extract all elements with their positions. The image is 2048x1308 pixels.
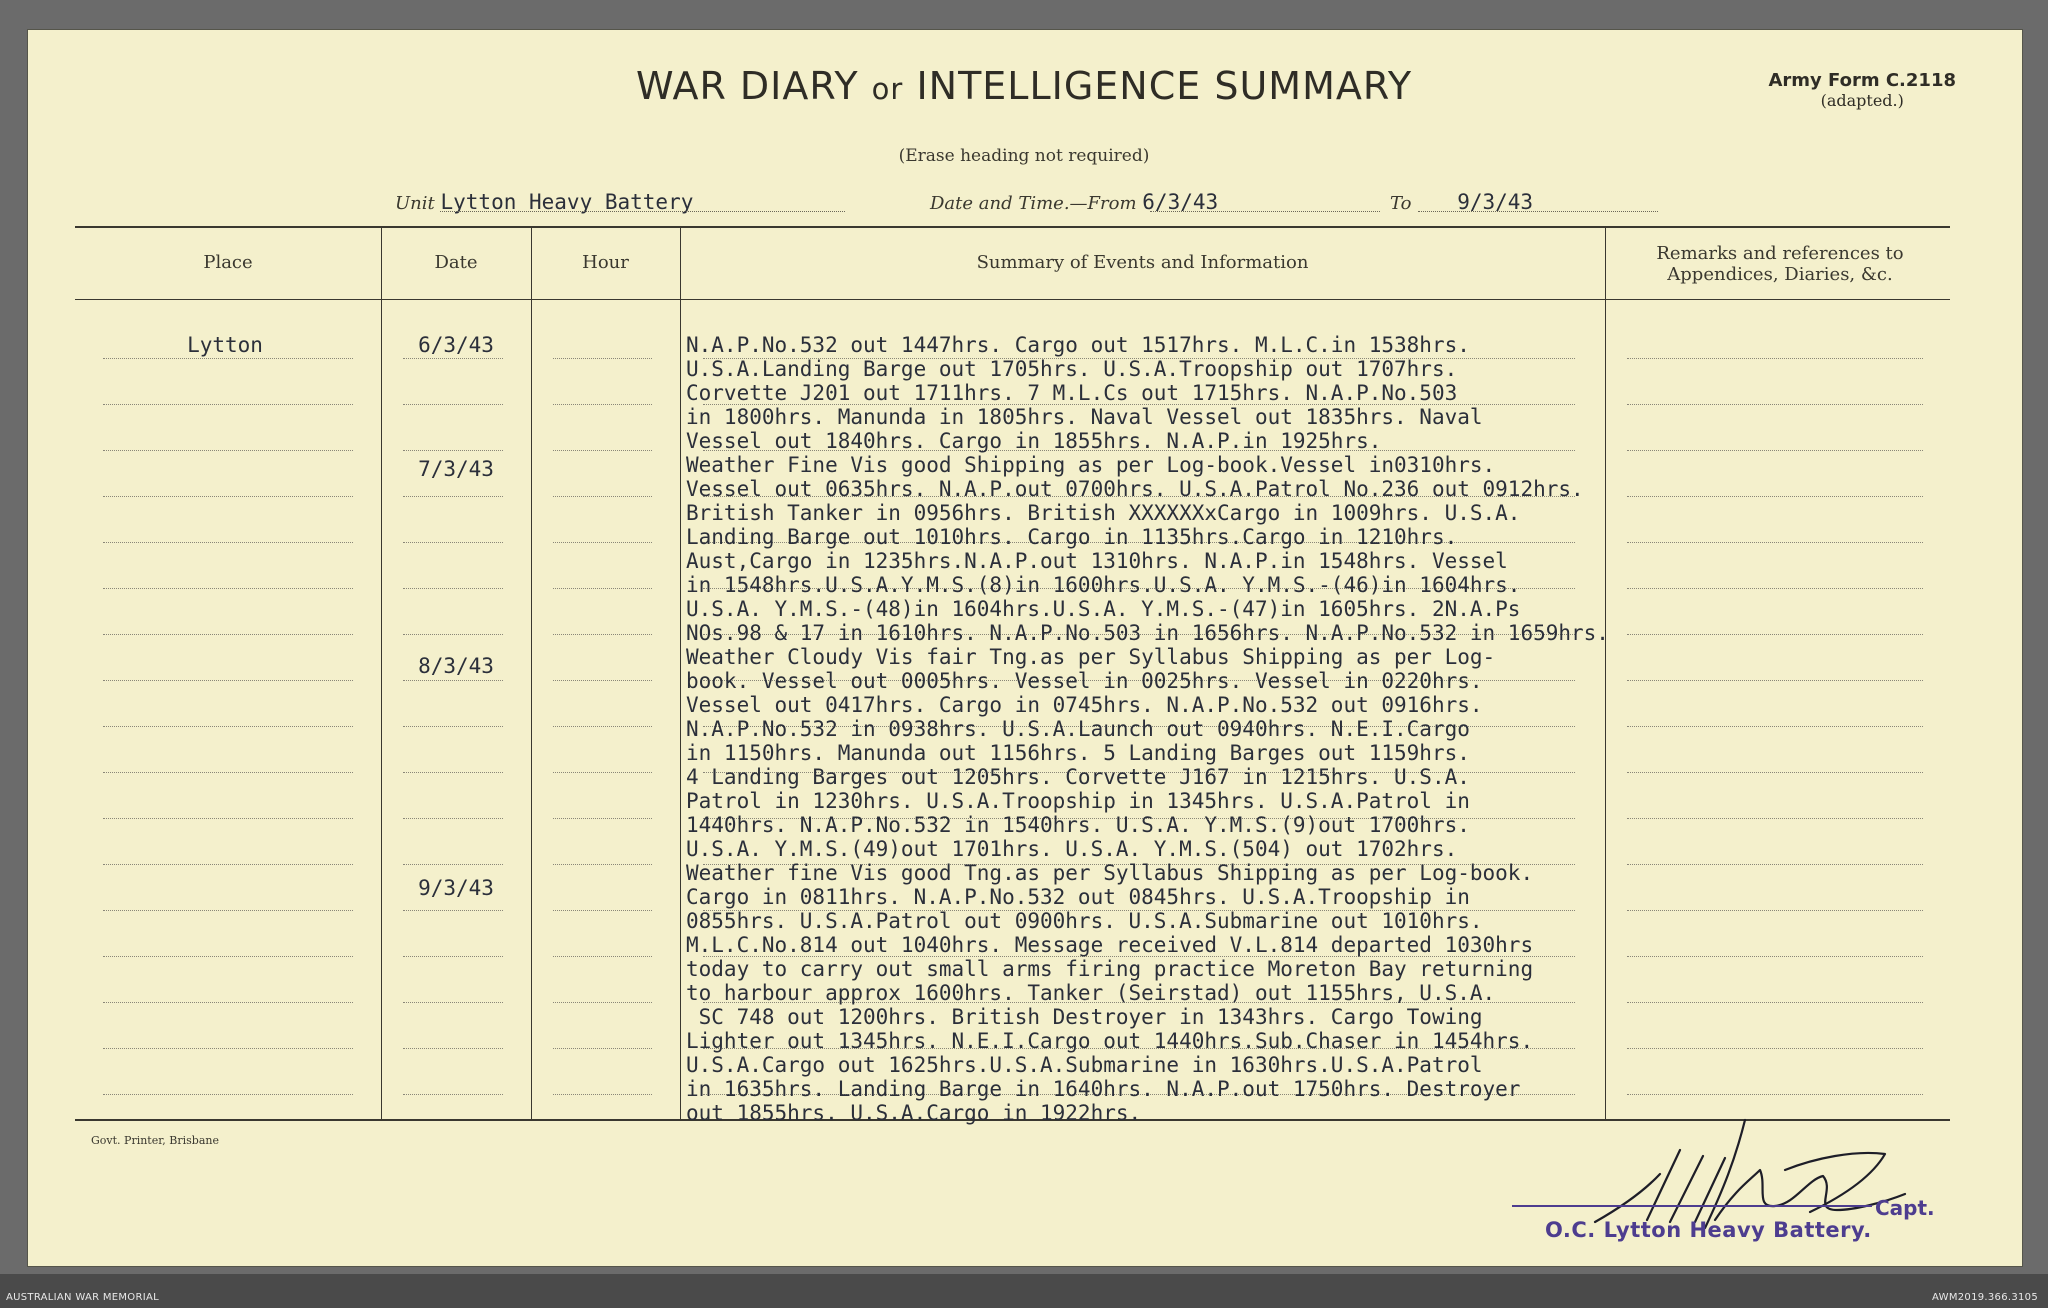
ruled-dotted-line: [403, 910, 503, 911]
ruled-dotted-line: [553, 496, 652, 497]
ruled-dotted-line: [553, 680, 652, 681]
ruled-dotted-line: [103, 726, 353, 727]
ruled-dotted-line: [103, 1048, 353, 1049]
ruled-dotted-line: [103, 358, 353, 359]
date-to-label: To: [1390, 193, 1412, 214]
table-header-rule: [75, 299, 1950, 300]
ruled-dotted-line: [553, 1094, 652, 1095]
entry-date-2: 7/3/43: [418, 457, 494, 481]
ruled-dotted-line: [103, 818, 353, 819]
ruled-dotted-line: [103, 634, 353, 635]
archive-reference: AWM2019.366.3105: [1932, 1292, 2038, 1303]
date-to-value: 9/3/43: [1457, 190, 1534, 214]
ruled-dotted-line: [403, 496, 503, 497]
ruled-dotted-line: [553, 726, 652, 727]
ruled-dotted-line: [403, 358, 503, 359]
ruled-dotted-line: [553, 772, 652, 773]
ruled-dotted-line: [103, 864, 353, 865]
ruled-dotted-line: [103, 772, 353, 773]
ruled-dotted-line: [403, 956, 503, 957]
date-to-underline: [1418, 211, 1658, 212]
entry-date-1: 6/3/43: [418, 333, 494, 357]
ruled-dotted-line: [403, 1094, 503, 1095]
title-or: or: [871, 72, 904, 106]
col-header-place: Place: [203, 252, 253, 273]
unit-value: Lytton Heavy Battery: [440, 190, 694, 214]
form-title: [0, 64, 2048, 108]
ruled-dotted-line: [103, 542, 353, 543]
ruled-dotted-line: [403, 818, 503, 819]
ruled-dotted-line: [403, 404, 503, 405]
ruled-dotted-line: [103, 956, 353, 957]
entry-date-4: 9/3/43: [418, 876, 494, 900]
ruled-dotted-line: [553, 956, 652, 957]
ruled-dotted-line: [553, 818, 652, 819]
ruled-dotted-line: [553, 910, 652, 911]
ruled-dotted-line: [403, 450, 503, 451]
army-form-number: Army Form C.2118: [1768, 70, 1956, 91]
stamp-unit: O.C. Lytton Heavy Battery.: [1545, 1218, 1872, 1242]
col-header-date: Date: [434, 252, 478, 273]
col-header-summary: Summary of Events and Information: [976, 252, 1309, 273]
unit-label: Unit: [395, 193, 435, 214]
archive-credit: AUSTRALIAN WAR MEMORIAL: [6, 1292, 159, 1303]
ruled-dotted-line: [103, 404, 353, 405]
summary-text: N.A.P.No.532 out 1447hrs. Cargo out 1517hrs. M.L.C.in 1538hrs. U.S.A.Landing Barge out 1705hrs. U.S.A.Troopship out 1707hrs. Corvette J201 out 1711hrs. 7 M.L.Cs out 1715hrs. N.A.P.No.503 in 1800hrs. Manunda in 1805hrs. Naval Vessel out 1835hrs. Naval Vessel out 1840hrs. Cargo in 1855hrs. N.A.P.in 1925hrs. Weather Fine Vis good Shipping as per Log-book.Vessel in0310hrs. Vessel out 0635hrs. N.A.P.out 0700hrs. U.S.A.Patrol No.236 out 0912hrs. British Tanker in 0956hrs. British XXXXXXxCargo in 1009hrs. U.S.A. Landing Barge out 1010hrs. Cargo in 1135hrs.Cargo in 1210hrs. Aust,Cargo in 1235hrs.N.A.P.out 1310hrs. N.A.P.in 1548hrs. Vessel in 1548hrs.U.S.A.Y.M.S.(8)in 1600hrs.U.S.A. Y.M.S.-(46)in 1604hrs. U.S.A. Y.M.S.-(48)in 1604hrs.U.S.A. Y.M.S.-(47)in 1605hrs. 2N.A.Ps NOs.98 & 17 in 1610hrs. N.A.P.No.503 in 1656hrs. N.A.P.No.532 in 1659hrs. Weather Cloudy Vis fair Tng.as per Syllabus Shipping as per Log- book. Vessel out 0005hrs. Vessel in 0025hrs. Vessel in 0220hrs. Vessel out 0417hrs. Cargo in 0745hrs. N.A.P.No.532 out 0916hrs. N.A.P.No.532 in 0938hrs. U.S.A.Launch out 0940hrs. N.E.I.Cargo in 1150hrs. Manunda out 1156hrs. 5 Landing Barges out 1159hrs. 4 Landing Barges out 1205hrs. Corvette J167 in 1215hrs. U.S.A. Patrol in 1230hrs. U.S.A.Troopship in 1345hrs. U.S.A.Patrol in 1440hrs. N.A.P.No.532 in 1540hrs. U.S.A. Y.M.S.(9)out 1700hrs. U.S.A. Y.M.S.(49)out 1701hrs. U.S.A. Y.M.S.(504) out 1702hrs. Weather fine Vis good Tng.as per Syllabus Shipping as per Log-book. Cargo in 0811hrs. N.A.P.No.532 out 0845hrs. U.S.A.Troopship in 0855hrs. U.S.A.Patrol out 0900hrs. U.S.A.Submarine out 1010hrs. M.L.C.No.814 out 1040hrs. Message received V.L.814 departed 1030hrs today to carry out small arms firing practice Moreton Bay returning to harbour approx 1600hrs. Tanker (Seirstad) out 1155hrs, U.S.A. SC 748 out 1200hrs. British Destroyer in 1343hrs. Cargo Towing Lighter out 1345hrs. N.E.I.Cargo out 1440hrs.Sub.Chaser in 1454hrs. U.S.A.Cargo out 1625hrs.U.S.A.Submarine in 1630hrs.U.S.A.Patrol in 1635hrs. Landing Barge in 1640hrs. N.A.P.out 1750hrs. Destroyer out 1855hrs. U.S.A.Cargo in 1922hrs.: [686, 333, 1609, 1125]
ruled-dotted-line: [553, 542, 652, 543]
ruled-dotted-line: [403, 542, 503, 543]
table-top-rule: [75, 226, 1950, 228]
date-from-label: Date and Time.—From: [930, 193, 1137, 214]
ruled-dotted-line: [403, 864, 503, 865]
ruled-dotted-line: [553, 1048, 652, 1049]
ruled-dotted-line: [553, 1002, 652, 1003]
title-main: WAR DIARY: [635, 64, 859, 108]
ruled-dotted-line: [103, 496, 353, 497]
col-header-remarks: Remarks and references to Appendices, Diaries, &c.: [1656, 243, 1904, 285]
ruled-dotted-line: [403, 1048, 503, 1049]
ruled-dotted-line: [403, 726, 503, 727]
ruled-dotted-line: [403, 1002, 503, 1003]
archive-strip: [0, 1274, 2048, 1308]
ruled-dotted-line: [103, 1094, 353, 1095]
printer-imprint: Govt. Printer, Brisbane: [91, 1134, 219, 1147]
date-from-value: 6/3/43: [1142, 190, 1219, 214]
ruled-dotted-line: [553, 864, 652, 865]
ruled-dotted-line: [403, 588, 503, 589]
entry-place: Lytton: [187, 333, 263, 357]
col-divider-2: [531, 226, 532, 1119]
ruled-dotted-line: [403, 680, 503, 681]
ruled-dotted-line: [103, 680, 353, 681]
col-header-hour: Hour: [582, 252, 629, 273]
signature-line: [1512, 1205, 1872, 1207]
ruled-dotted-line: [103, 588, 353, 589]
ruled-dotted-line: [403, 634, 503, 635]
army-form-label: [1768, 70, 1956, 110]
unit-underline: [440, 211, 845, 212]
ruled-dotted-line: [103, 450, 353, 451]
ruled-dotted-line: [403, 772, 503, 773]
ruled-dotted-line: [553, 588, 652, 589]
stamp-rank: Capt.: [1875, 1196, 1935, 1220]
ruled-dotted-line: [553, 358, 652, 359]
col-divider-3: [680, 226, 681, 1119]
army-form-adapted: (adapted.): [1820, 91, 1904, 110]
ruled-dotted-line: [103, 1002, 353, 1003]
subheading: (Erase heading not required): [898, 146, 1150, 166]
date-from-underline: [1150, 211, 1380, 212]
title-tail: INTELLIGENCE SUMMARY: [916, 64, 1413, 108]
entry-date-3: 8/3/43: [418, 654, 494, 678]
ruled-dotted-line: [553, 634, 652, 635]
ruled-dotted-line: [553, 404, 652, 405]
ruled-dotted-line: [553, 450, 652, 451]
ruled-dotted-line: [103, 910, 353, 911]
